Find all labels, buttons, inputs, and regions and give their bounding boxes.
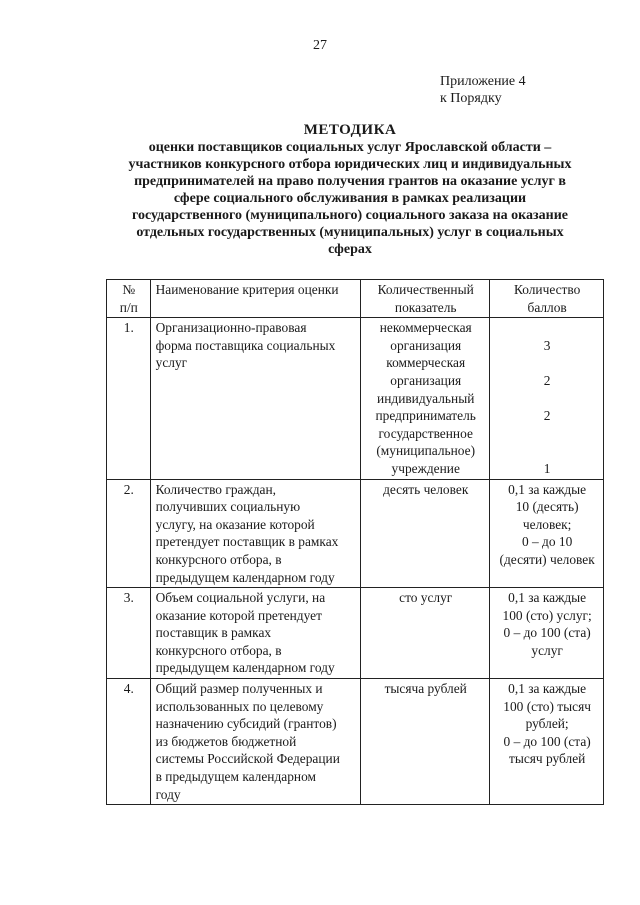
document-subtitle-line: сфере социального обслуживания в рамках реализации	[173, 191, 527, 206]
appendix-line: Приложение 4	[440, 74, 526, 89]
quantitative-indicator: некоммерческая организация коммерческая организация индивидуальный предприниматель государственное (муниципальное) учреждение	[361, 318, 490, 479]
table-row	[107, 588, 604, 679]
points-value: 0,1 за каждые 10 (десять) человек; 0 – до 10 (десяти) человек	[490, 479, 604, 588]
table-row	[107, 679, 604, 805]
appendix-line: к Порядку	[440, 91, 502, 106]
table-row	[107, 479, 604, 588]
appendix-reference	[440, 73, 526, 107]
document-title: МЕТОДИКА	[303, 122, 397, 138]
points-value: 0,1 за каждые 100 (сто) услуг; 0 – до 100 (ста) услуг	[490, 588, 604, 679]
header-criterion-name: Наименование критерия оценки	[150, 280, 361, 318]
document-subtitle-line: сферах	[328, 242, 372, 257]
document-subtitle-line: государственного (муниципального) социального заказа на оказание	[132, 208, 568, 223]
criteria-table	[106, 279, 604, 805]
quantitative-indicator: тысяча рублей	[361, 679, 490, 805]
criterion-name: Объем социальной услуги, на оказание которой претендует поставщик в рамках конкурсного отбора, в предыдущем календарном году	[150, 588, 361, 679]
quantitative-indicator: сто услуг	[361, 588, 490, 679]
page-number: 27	[313, 38, 327, 53]
points-value: 0,1 за каждые 100 (сто) тысяч рублей; 0 – до 100 (ста) тысяч рублей	[490, 679, 604, 805]
criterion-name: Общий размер полученных и использованных по целевому назначению субсидий (грантов) из бюджетов бюджетной системы Российской Федерации в предыдущем календарном году	[150, 679, 361, 805]
criterion-name: Организационно-правовая форма поставщика социальных услуг	[150, 318, 361, 479]
table-header-row	[107, 280, 604, 318]
row-number: 4.	[107, 679, 151, 805]
row-number: 1.	[107, 318, 151, 479]
table-row	[107, 318, 604, 479]
document-heading	[100, 122, 600, 258]
points-value: 3 2 2 1	[490, 318, 604, 479]
document-subtitle-line: предпринимателей на право получения грантов на оказание услуг в	[134, 174, 566, 189]
quantitative-indicator: десять человек	[361, 479, 490, 588]
row-number: 3.	[107, 588, 151, 679]
document-subtitle-line: отдельных государственных (муниципальных) услуг в социальных	[136, 225, 564, 240]
document-subtitle-line: участников конкурсного отбора юридических лиц и индивидуальных	[128, 157, 572, 172]
header-points: Количество баллов	[490, 280, 604, 318]
document-subtitle-line: оценки поставщиков социальных услуг Ярославской области –	[148, 140, 552, 155]
criterion-name: Количество граждан, получивших социальную услугу, на оказание которой претендует поставщик в рамках конкурсного отбора, в предыдущем календарном году	[150, 479, 361, 588]
header-number: № п/п	[107, 280, 151, 318]
row-number: 2.	[107, 479, 151, 588]
header-quantitative-indicator: Количественный показатель	[361, 280, 490, 318]
